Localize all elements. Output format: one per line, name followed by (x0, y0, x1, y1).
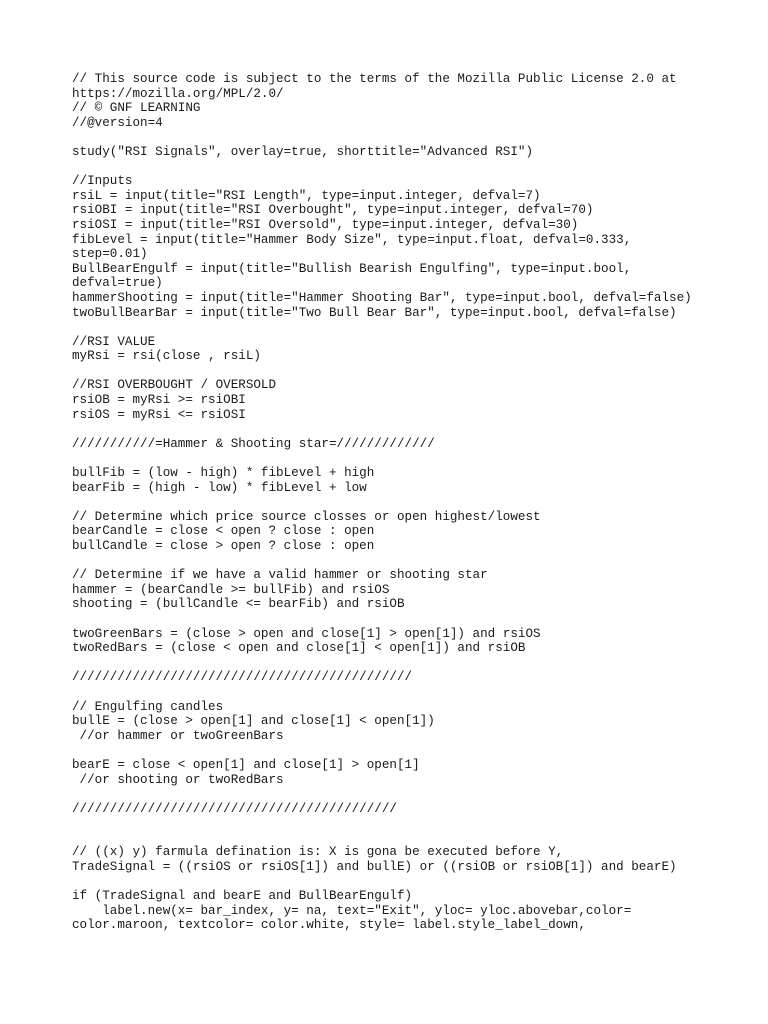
code-line: bearCandle = close < open ? close : open (72, 524, 375, 539)
code-line: // Engulfing candles (72, 699, 224, 714)
code-line: step=0.01) (72, 247, 148, 262)
code-line: twoRedBars = (close < open and close[1] < open[1]) and rsiOB (72, 641, 526, 656)
code-line: //RSI VALUE (72, 334, 156, 349)
code-line: https://mozilla.org/MPL/2.0/ (72, 86, 284, 101)
blank-line (72, 320, 752, 335)
blank-line (72, 685, 752, 700)
code-line: //or hammer or twoGreenBars (72, 728, 284, 743)
code-line: TradeSignal = ((rsiOS or rsiOS[1]) and bullE) or ((rsiOB or rsiOB[1]) and bearE) (72, 860, 677, 875)
code-line: if (TradeSignal and bearE and BullBearEngulf) (72, 889, 413, 904)
code-line: bullE = (close > open[1] and close[1] < open[1]) (72, 714, 435, 729)
code-line: //Inputs (72, 174, 133, 189)
code-line: rsiOBI = input(title="RSI Overbought", type=input.integer, defval=70) (72, 203, 594, 218)
code-line: ///////////=Hammer & Shooting star=///////////// (72, 436, 435, 451)
blank-line (72, 816, 752, 831)
code-line: bearFib = (high - low) * fibLevel + low (72, 480, 367, 495)
code-line: rsiL = input(title="RSI Length", type=input.integer, defval=7) (72, 188, 541, 203)
blank-line (72, 656, 752, 671)
blank-line (72, 422, 752, 437)
code-line: //@version=4 (72, 115, 163, 130)
code-line: defval=true) (72, 276, 163, 291)
code-line: rsiOSI = input(title="RSI Oversold", type=input.integer, defval=30) (72, 217, 579, 232)
code-line: twoGreenBars = (close > open and close[1] > open[1]) and rsiOS (72, 626, 541, 641)
blank-line (72, 451, 752, 466)
code-line: color.maroon, textcolor= color.white, style= label.style_label_down, (72, 918, 586, 933)
code-line: /////////////////////////////////////////// (72, 801, 397, 816)
code-line: rsiOB = myRsi >= rsiOBI (72, 393, 246, 408)
code-line: // Determine which price source closses or open highest/lowest (72, 509, 541, 524)
code-line: bullCandle = close > open ? close : open (72, 539, 375, 553)
blank-line (72, 831, 752, 846)
code-line: rsiOS = myRsi <= rsiOSI (72, 407, 246, 422)
code-line: hammerShooting = input(title="Hammer Shooting Bar", type=input.bool, defval=false) (72, 290, 692, 305)
code-line: ///////////////////////////////////////////// (72, 670, 413, 685)
code-line: myRsi = rsi(close , rsiL) (72, 349, 261, 364)
blank-line (72, 495, 752, 510)
blank-line (72, 612, 752, 627)
code-line: // © GNF LEARNING (72, 101, 201, 116)
code-line: hammer = (bearCandle >= bullFib) and rsiOS (72, 582, 390, 597)
code-line: // Determine if we have a valid hammer or shooting star (72, 568, 488, 583)
blank-line (72, 554, 752, 569)
blank-line (72, 364, 752, 379)
code-line: shooting = (bullCandle <= bearFib) and rsiOB (72, 597, 405, 612)
blank-line (72, 743, 752, 758)
blank-line (72, 160, 752, 175)
source-code-block (72, 72, 752, 933)
code-line: twoBullBearBar = input(title="Two Bull Bear Bar", type=input.bool, defval=false) (72, 305, 677, 320)
code-line: label.new(x= bar_index, y= na, text="Exit", yloc= yloc.abovebar,color= (72, 903, 632, 918)
blank-line (72, 130, 752, 145)
code-line: bullFib = (low - high) * fibLevel + high (72, 466, 375, 481)
code-line: //or shooting or twoRedBars (72, 772, 284, 787)
code-line: //RSI OVERBOUGHT / OVERSOLD (72, 378, 277, 393)
code-line: // This source code is subject to the terms of the Mozilla Public License 2.0 at (72, 72, 677, 86)
code-line: BullBearEngulf = input(title="Bullish Bearish Engulfing", type=input.bool, (72, 261, 632, 276)
blank-line (72, 875, 752, 890)
code-line: // ((x) y) farmula defination is: X is gona be executed before Y, (72, 845, 564, 860)
blank-line (72, 787, 752, 802)
code-line: bearE = close < open[1] and close[1] > open[1] (72, 757, 420, 772)
code-line: study("RSI Signals", overlay=true, shorttitle="Advanced RSI") (72, 144, 534, 159)
code-line: fibLevel = input(title="Hammer Body Size", type=input.float, defval=0.333, (72, 232, 632, 247)
